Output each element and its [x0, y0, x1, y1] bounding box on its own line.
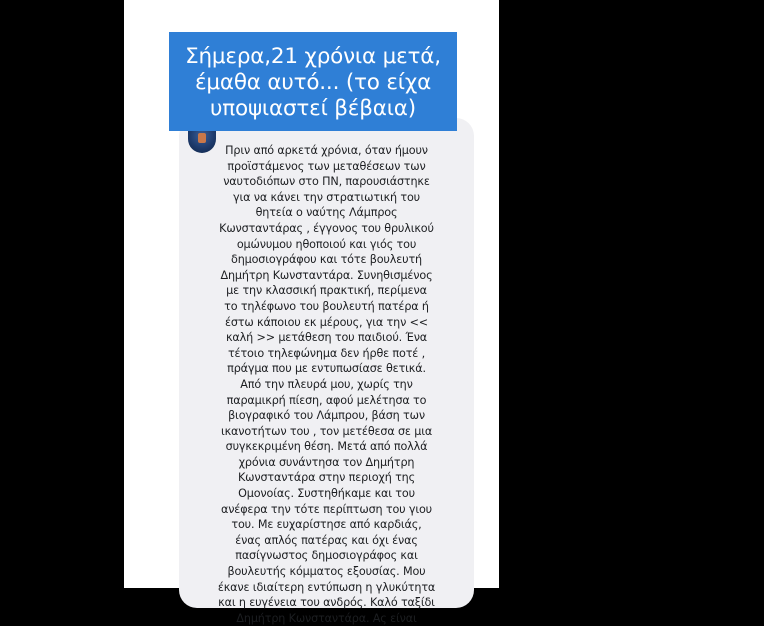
comment-line: το τηλέφωνο του βουλευτή πατέρα ή	[224, 299, 429, 313]
comment-line: έκανε ιδιαίτερη εντύπωση η γλυκύτητα	[217, 580, 436, 594]
comment-line: του. Με ευχαρίστησε από καρδιάς,	[231, 518, 422, 532]
comment-line: για να κάνει την στρατιωτική του	[233, 190, 420, 204]
comment-line: βιογραφικό του Λάμπρου, βάση των	[228, 409, 425, 423]
headline-line: έμαθα αυτό... (το είχα	[194, 70, 432, 95]
headline-line: Σήμερα,21 χρόνια μετά,	[185, 44, 441, 69]
comment-line: πράγμα που με εντυπωσίασε θετικά.	[227, 362, 426, 376]
comment-line: θητεία ο ναύτης Λάμπρος	[255, 206, 398, 220]
comment-line: συγκεκριμένη θέση. Μετά από πολλά	[225, 440, 428, 454]
comment-line: Δημήτρη Κωνσταντάρα. Συνηθισμένος	[220, 268, 433, 282]
comment-text	[180, 143, 473, 626]
phone-screenshot	[124, 0, 499, 625]
comment-line: με την κλασσική πρακτική, περίμενα	[226, 284, 427, 298]
comment-line: καλή >> μετάθεση του παιδιού. Ένα	[225, 331, 428, 345]
comment-line: έστω κάποιου εκ μέρους, για την <<	[224, 315, 429, 329]
comment-line: ναυτοδιόπων στο ΠΝ, παρουσιάστηκε	[223, 175, 430, 189]
comment-line: ένας απλός πατέρας και όχι ένας	[235, 533, 418, 547]
comment-line: Ομονοίας. Συστηθήκαμε και του	[238, 487, 415, 501]
comment-line: πασίγνωστος δημοσιογράφος και	[235, 549, 418, 563]
comment-line: βουλευτής κόμματος εξουσίας. Μου	[227, 565, 426, 579]
comment-line: και η ευγένεια του ανδρός. Καλό ταξίδι	[218, 596, 435, 610]
comment-line: προϊστάμενος των μεταθέσεων των	[227, 159, 426, 173]
comment-line: χρόνια συνάντησα τον Δημήτρη	[238, 455, 415, 469]
comment-line: Δημήτρη Κωνσταντάρα. Ας είναι	[236, 611, 417, 625]
headline-line: υποψιαστεί βέβαια)	[210, 96, 416, 121]
headline-banner	[169, 32, 457, 131]
avatar-face	[198, 133, 206, 143]
comment-line: Πριν από αρκετά χρόνια, όταν ήμουν	[225, 144, 428, 157]
comment-line: δημοσιογράφου και τότε βουλευτή	[231, 253, 422, 267]
comment-line: τέτοιο τηλεφώνημα δεν ήρθε ποτέ ,	[227, 346, 426, 360]
comment-line: ομώνυμου ηθοποιού και γιός του	[236, 237, 417, 251]
comment-line: Κωνσταντάρα στην περιοχή της	[237, 471, 416, 485]
comment-line: ανέφερα την τότε περίπτωση του γιου	[220, 502, 432, 516]
comment-line: ικανοτήτων του , τον μετέθεσα σε μια	[220, 424, 433, 438]
comment-line: Από την πλευρά μου, χωρίς την	[240, 377, 413, 391]
comment-line: παραμικρή πίεση, αφού μελέτησα το	[226, 393, 427, 407]
comment-line: Κωνσταντάρας , έγγονος του θρυλικού	[219, 221, 434, 235]
